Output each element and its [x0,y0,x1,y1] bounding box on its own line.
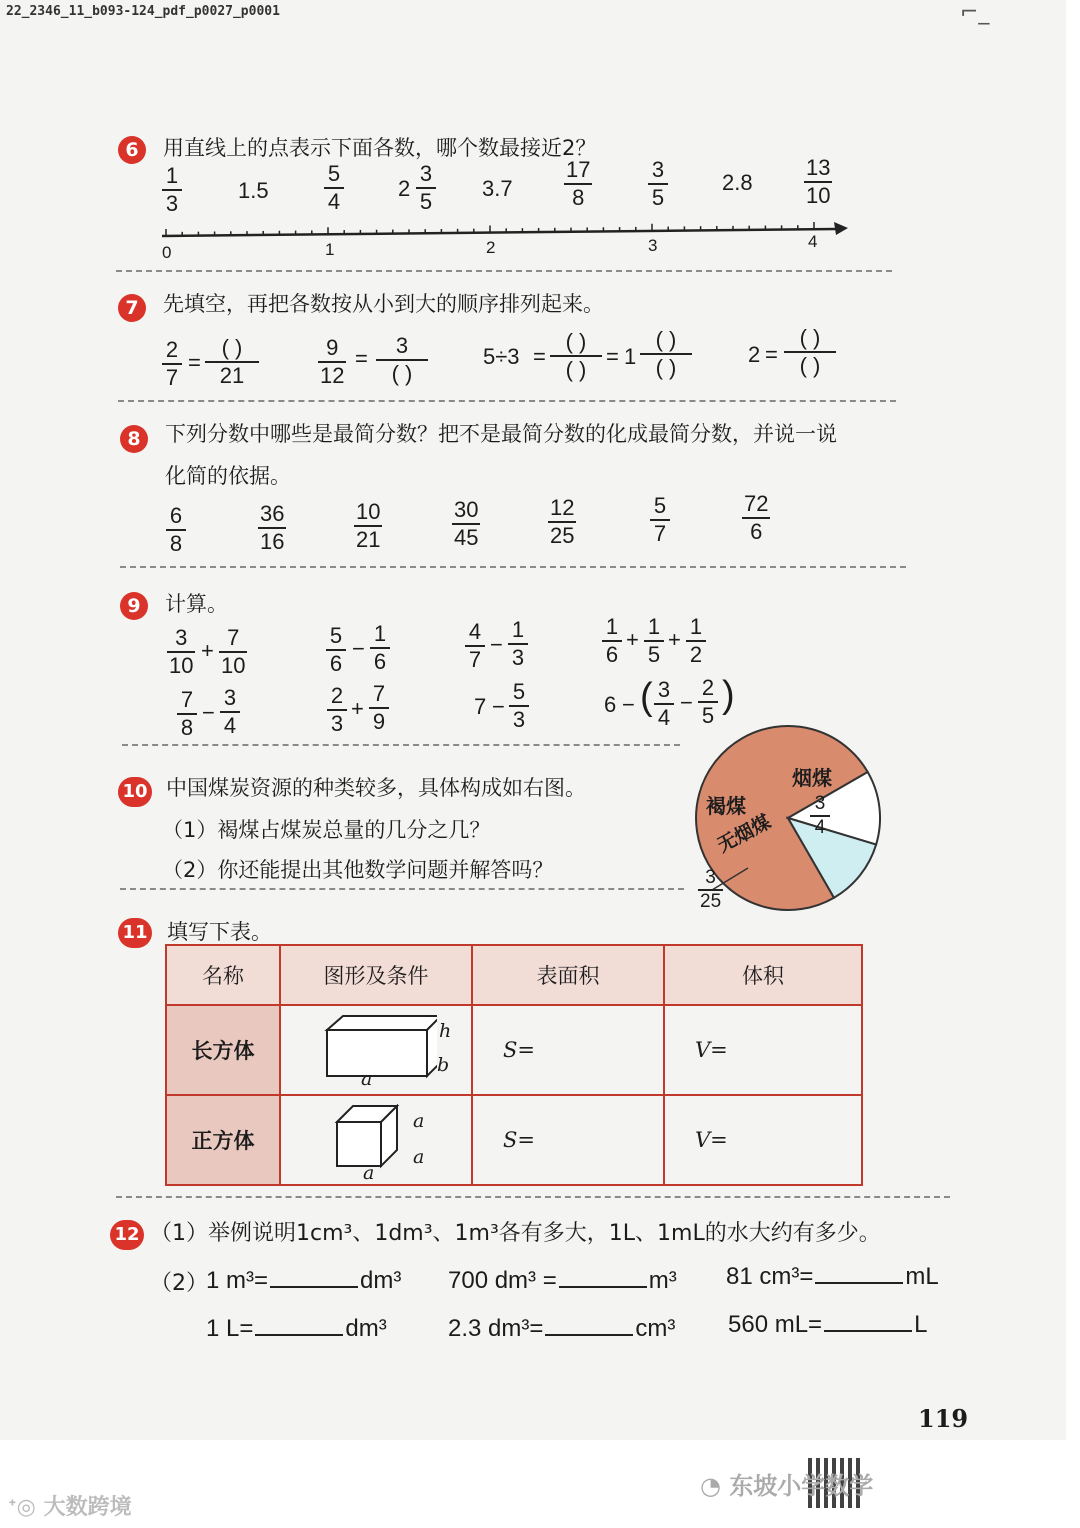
edge-label: a [361,1068,373,1090]
question-prompt: 填写下表。 [167,920,272,944]
question-prompt: 下列分数中哪些是最简分数？把不是最简分数的化成最简分数，并说一说 [165,422,837,446]
answer-blank[interactable] [824,1310,912,1332]
watermark-logo-icon: ᐩ◎ [8,1495,36,1520]
axis-tick-label: 1 [325,240,335,259]
fraction-with-blank: 3 ( ) [376,334,428,386]
number-value: 1.5 [238,178,269,203]
expression: 5÷3 [483,344,520,369]
section-divider [116,1196,950,1198]
axis-tick-label: 4 [808,232,818,251]
conversion-item: 2.3 dm³= cm³ [448,1315,676,1342]
watermark-left: ᐩ◎ 大数跨境 [8,1495,132,1520]
equals-sign: = [533,344,546,369]
fraction: 3 5 [648,158,668,210]
equals-sign: = [765,342,778,367]
pie-value-wuyanmei: 3 25 [700,867,722,912]
fraction: 2 7 [162,338,182,390]
edge-label: a [413,1110,425,1132]
minus-sign: − [622,692,635,717]
fraction: 3 4 [654,678,674,730]
conversion-item: 700 dm³ = m³ [448,1267,677,1294]
fraction: 1 3 [508,618,528,670]
plus-sign: + [668,627,681,652]
edge-label: a [413,1146,425,1168]
fraction: 36 16 [260,501,285,554]
fraction: 1 3 [162,164,182,216]
file-name: 22_2346_11_b093-124_pdf_p0027_p0001 [6,4,280,19]
question-number: 7 [118,294,146,322]
page-number: 119 [918,1404,969,1433]
equals-sign: = [188,350,201,375]
number-value: 3.7 [482,176,513,201]
pie-label-hemei: 褐煤 [706,794,746,818]
fraction: 5 3 [509,680,529,732]
plus-sign: + [201,638,214,663]
fraction-with-blank: ( ) ( ) [550,330,602,382]
fraction: 3 10 [169,625,194,678]
question-number: 8 [120,425,148,453]
question-prompt: 中国煤炭资源的种类较多，具体构成如右图。 [166,776,586,800]
whole-number: 7 [474,694,487,719]
section-divider [118,400,896,402]
mixed-whole: 2 [398,176,411,201]
section-divider [120,566,906,568]
table-header: 名称 [166,945,280,1005]
corner-mark: ⌐_ [960,0,990,25]
question-prompt: 计算。 [165,592,228,616]
conversion-item: 1 L= dm³ [206,1315,387,1342]
plus-sign: + [351,696,364,721]
mixed-whole: 1 [624,344,637,369]
fraction: 1 6 [602,615,622,667]
edge-label: a [363,1162,375,1184]
whole-number: 6 [604,692,617,717]
axis-tick-label: 0 [162,243,172,262]
fraction: 2 3 [327,684,347,736]
fraction: 6 8 [166,504,186,556]
number-value: 2.8 [722,170,753,195]
surface-area-cell[interactable]: S= [472,1005,664,1095]
question-prompt: 用直线上的点表示下面各数，哪个数最接近2？ [163,136,597,160]
fraction: 7 8 [177,688,197,740]
minus-sign: − [680,690,693,715]
fraction: 9 12 [320,335,345,388]
edge-label: h [439,1020,452,1042]
sub-question: （2）你还能提出其他数学问题并解答吗？ [162,858,554,882]
section-divider [116,270,892,272]
fraction: 1 2 [686,615,706,667]
fraction: 3 5 [416,162,436,214]
conversion-item: 1 m³= dm³ [206,1267,402,1294]
edge-label: b [437,1054,450,1076]
answer-blank[interactable] [270,1266,358,1288]
table-header: 体积 [664,945,862,1005]
question-prompt: 先填空，再把各数按从小到大的顺序排列起来。 [163,292,604,316]
minus-sign: − [490,632,503,657]
solids-table [165,944,863,1186]
section-divider [120,888,684,890]
fraction: 1 5 [644,615,664,667]
row-name: 长方体 [166,1005,280,1095]
axis-tick-label: 3 [648,236,658,255]
sub-question: （1）褐煤占煤炭总量的几分之几？ [162,818,491,842]
fraction: 4 7 [465,620,485,672]
fraction: 13 10 [806,155,831,208]
answer-blank[interactable] [815,1262,903,1284]
axis-tick-label: 2 [486,238,496,257]
question-prompt: （1）举例说明1cm³、1dm³、1m³各有多大，1L、1mL的水大约有多少。 [150,1221,881,1246]
part-label: （2） [150,1271,208,1296]
wechat-icon: ◔ [700,1472,721,1500]
answer-blank[interactable] [559,1266,647,1288]
watermark-right: ◔ 东坡小学数学 [700,1472,874,1500]
fraction: 10 21 [356,499,381,552]
fraction: 7 10 [221,625,246,678]
question-prompt-continued: 化简的依据。 [165,464,291,488]
answer-blank[interactable] [255,1314,343,1336]
close-paren: ) [722,674,735,716]
minus-sign: − [202,700,215,725]
fraction: 2 5 [698,676,718,728]
fraction: 7 9 [369,682,389,734]
number-line [150,218,860,262]
question-number: 12 [110,1220,144,1250]
question-number: 9 [120,592,148,620]
minus-sign: − [352,636,365,661]
answer-blank[interactable] [545,1314,633,1336]
pie-value-yanmei: 3 4 [810,794,830,838]
number-value: 2 [748,342,761,367]
fraction: 12 25 [550,495,575,548]
fraction-with-blank: ( ) 21 [205,336,259,388]
question-number: 6 [118,136,146,164]
fraction: 5 4 [324,162,344,214]
section-divider [122,744,680,746]
question-number: 11 [118,918,152,948]
fraction: 72 6 [744,491,769,544]
fraction: 3 4 [220,686,240,738]
fraction-with-blank: ( ) ( ) [640,328,692,380]
fraction: 17 8 [566,157,591,210]
fraction: 30 45 [454,497,479,550]
fraction-with-blank: ( ) ( ) [784,326,836,378]
surface-area-cell[interactable]: S= [472,1095,664,1185]
volume-cell[interactable]: V= [664,1005,862,1095]
pie-label-wuyanmei: 无烟煤 [713,810,775,857]
fraction: 5 7 [650,494,670,546]
conversion-item: 560 mL= L [728,1311,928,1338]
cuboid-figure-cell [280,1005,472,1095]
cube-figure-cell [280,1095,472,1185]
row-name: 正方体 [166,1095,280,1185]
question-number: 10 [118,777,152,807]
minus-sign: − [492,694,505,719]
pie-label-yanmei: 烟煤 [792,766,832,790]
equals-sign: = [606,344,619,369]
table-header: 图形及条件 [280,945,472,1005]
open-paren: ( [640,676,653,718]
conversion-item: 81 cm³= mL [726,1263,939,1290]
fraction: 5 6 [326,624,346,676]
equals-sign: = [355,346,368,371]
volume-cell[interactable]: V= [664,1095,862,1185]
fraction: 1 6 [370,622,390,674]
plus-sign: + [626,627,639,652]
table-header: 表面积 [472,945,664,1005]
